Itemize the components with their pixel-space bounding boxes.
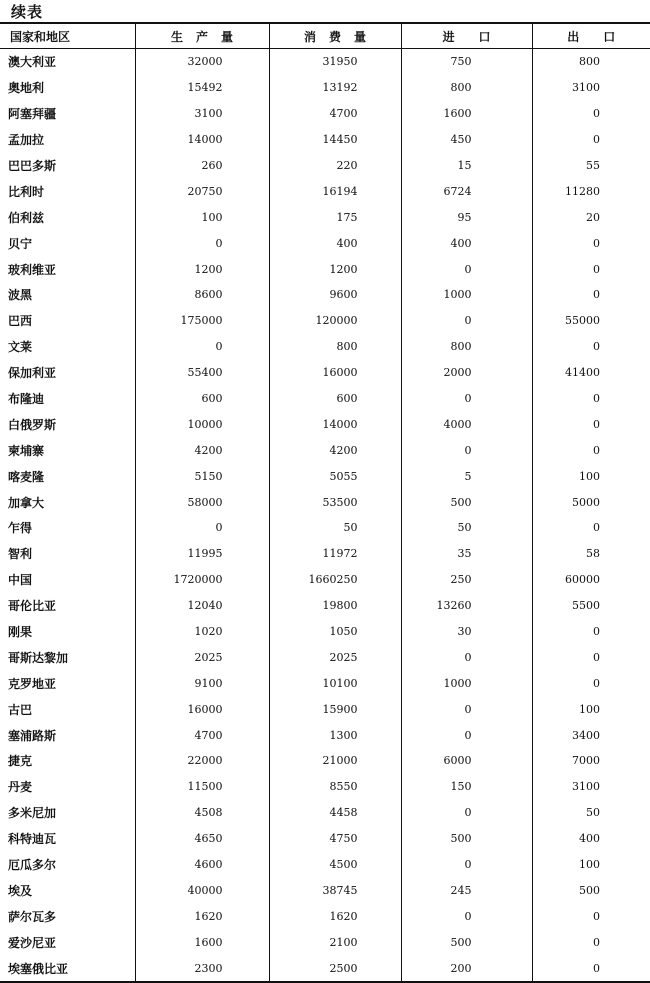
export-cell: 0 bbox=[532, 515, 650, 541]
region-name-cell: 喀麦隆 bbox=[8, 469, 45, 484]
export-cell: 55 bbox=[532, 153, 650, 179]
consumption-cell: 16000 bbox=[269, 360, 401, 386]
import-cell: 2000 bbox=[401, 360, 532, 386]
table-row bbox=[0, 878, 650, 904]
export-cell: 41400 bbox=[532, 360, 650, 386]
export-cell: 3100 bbox=[532, 774, 650, 800]
consumption-cell: 1660250 bbox=[269, 567, 401, 593]
region-name-cell: 白俄罗斯 bbox=[8, 417, 57, 432]
region-name-cell: 玻利维亚 bbox=[8, 262, 57, 277]
table-row bbox=[0, 178, 650, 204]
table-row bbox=[0, 593, 650, 619]
import-cell: 0 bbox=[401, 722, 532, 748]
export-cell: 20 bbox=[532, 204, 650, 230]
import-cell: 500 bbox=[401, 489, 532, 515]
table-row bbox=[0, 748, 650, 774]
import-cell: 0 bbox=[401, 903, 532, 929]
table-row bbox=[0, 127, 650, 153]
export-cell: 0 bbox=[532, 670, 650, 696]
table-row bbox=[0, 334, 650, 360]
import-cell: 200 bbox=[401, 955, 532, 982]
production-cell: 260 bbox=[135, 153, 269, 179]
production-cell: 3100 bbox=[135, 101, 269, 127]
import-cell: 50 bbox=[401, 515, 532, 541]
export-cell: 0 bbox=[532, 929, 650, 955]
header-consumption: 消费量 bbox=[269, 23, 401, 49]
consumption-cell: 53500 bbox=[269, 489, 401, 515]
import-cell: 15 bbox=[401, 153, 532, 179]
export-cell: 0 bbox=[532, 955, 650, 982]
consumption-cell: 400 bbox=[269, 230, 401, 256]
consumption-cell: 220 bbox=[269, 153, 401, 179]
production-cell: 0 bbox=[135, 334, 269, 360]
export-cell: 0 bbox=[532, 101, 650, 127]
import-cell: 1000 bbox=[401, 282, 532, 308]
table-row bbox=[0, 437, 650, 463]
region-name-cell: 巴巴多斯 bbox=[8, 159, 57, 173]
import-cell: 500 bbox=[401, 929, 532, 955]
production-cell: 100 bbox=[135, 204, 269, 230]
import-cell: 400 bbox=[401, 230, 532, 256]
production-cell: 1720000 bbox=[135, 567, 269, 593]
export-cell: 100 bbox=[532, 463, 650, 489]
import-cell: 5 bbox=[401, 463, 532, 489]
import-cell: 1000 bbox=[401, 670, 532, 696]
production-cell: 32000 bbox=[135, 49, 269, 75]
region-name-cell: 埃塞俄比亚 bbox=[0, 955, 135, 982]
table-row bbox=[0, 256, 650, 282]
export-cell: 0 bbox=[532, 256, 650, 282]
region-name-cell: 厄瓜多尔 bbox=[8, 858, 57, 873]
production-cell: 16000 bbox=[135, 696, 269, 722]
region-name-cell: 科特迪瓦 bbox=[8, 832, 57, 847]
import-cell: 150 bbox=[401, 774, 532, 800]
consumption-cell: 11972 bbox=[269, 541, 401, 567]
table-row bbox=[0, 541, 650, 567]
production-cell: 14000 bbox=[135, 127, 269, 153]
table-row bbox=[0, 670, 650, 696]
region-name-cell: 柬埔寨 bbox=[8, 443, 45, 458]
table-row bbox=[0, 515, 650, 541]
production-cell: 22000 bbox=[135, 748, 269, 774]
import-cell: 6000 bbox=[401, 748, 532, 774]
region-name-cell: 加拿大 bbox=[8, 495, 45, 510]
consumption-cell: 1300 bbox=[269, 722, 401, 748]
consumption-cell: 14000 bbox=[269, 411, 401, 437]
table-row bbox=[0, 800, 650, 826]
export-cell: 0 bbox=[532, 619, 650, 645]
consumption-cell: 50 bbox=[269, 515, 401, 541]
production-cell: 1600 bbox=[135, 929, 269, 955]
consumption-cell: 21000 bbox=[269, 748, 401, 774]
table-row bbox=[0, 826, 650, 852]
import-cell: 0 bbox=[401, 386, 532, 412]
export-cell: 800 bbox=[532, 49, 650, 75]
header-production: 生产量 bbox=[135, 23, 269, 49]
table-body bbox=[0, 49, 650, 983]
import-cell: 35 bbox=[401, 541, 532, 567]
import-cell: 800 bbox=[401, 75, 532, 101]
export-cell: 100 bbox=[532, 696, 650, 722]
export-cell: 7000 bbox=[532, 748, 650, 774]
production-cell: 4508 bbox=[135, 800, 269, 826]
consumption-cell: 8550 bbox=[269, 774, 401, 800]
export-cell: 5500 bbox=[532, 593, 650, 619]
region-name-cell: 捷克 bbox=[8, 754, 33, 769]
consumption-cell: 31950 bbox=[269, 49, 401, 75]
consumption-cell: 9600 bbox=[269, 282, 401, 308]
production-cell: 9100 bbox=[135, 670, 269, 696]
export-cell: 60000 bbox=[532, 567, 650, 593]
table-row bbox=[0, 386, 650, 412]
table-row bbox=[0, 101, 650, 127]
production-cell: 2300 bbox=[135, 955, 269, 982]
consumption-cell: 4458 bbox=[269, 800, 401, 826]
import-cell: 750 bbox=[401, 49, 532, 75]
region-name-cell: 巴西 bbox=[8, 314, 33, 329]
production-cell: 4650 bbox=[135, 826, 269, 852]
consumption-cell: 4200 bbox=[269, 437, 401, 463]
export-cell: 0 bbox=[532, 230, 650, 256]
production-cell: 11995 bbox=[135, 541, 269, 567]
table-caption: 续表 bbox=[11, 3, 44, 21]
production-cell: 1200 bbox=[135, 256, 269, 282]
region-name-cell: 萨尔瓦多 bbox=[8, 909, 57, 924]
production-cell: 1620 bbox=[135, 903, 269, 929]
header-import: 进口 bbox=[401, 23, 532, 49]
region-name-cell: 奥地利 bbox=[8, 81, 45, 96]
export-cell: 100 bbox=[532, 852, 650, 878]
export-cell: 0 bbox=[532, 386, 650, 412]
region-name-cell: 伯利兹 bbox=[8, 210, 45, 225]
export-cell: 0 bbox=[532, 644, 650, 670]
production-cell: 40000 bbox=[135, 878, 269, 904]
import-cell: 4000 bbox=[401, 411, 532, 437]
export-cell: 3100 bbox=[532, 75, 650, 101]
production-cell: 12040 bbox=[135, 593, 269, 619]
region-name-cell: 波黑 bbox=[8, 288, 33, 303]
export-cell: 400 bbox=[532, 826, 650, 852]
region-name-cell: 贝宁 bbox=[8, 236, 33, 251]
table-row bbox=[0, 489, 650, 515]
export-cell: 0 bbox=[532, 334, 650, 360]
production-cell: 4200 bbox=[135, 437, 269, 463]
production-cell: 0 bbox=[135, 515, 269, 541]
region-name-cell: 乍得 bbox=[8, 521, 33, 536]
production-cell: 20750 bbox=[135, 178, 269, 204]
import-cell: 0 bbox=[401, 852, 532, 878]
region-name-cell: 比利时 bbox=[8, 184, 45, 199]
region-name-cell: 孟加拉 bbox=[8, 133, 45, 148]
region-name-cell: 哥斯达黎加 bbox=[8, 650, 69, 665]
table-row bbox=[0, 955, 650, 982]
consumption-cell: 1620 bbox=[269, 903, 401, 929]
region-name-cell: 中国 bbox=[8, 573, 33, 588]
table-row bbox=[0, 411, 650, 437]
export-cell: 58 bbox=[532, 541, 650, 567]
consumption-cell: 4750 bbox=[269, 826, 401, 852]
consumption-cell: 2100 bbox=[269, 929, 401, 955]
consumption-cell: 600 bbox=[269, 386, 401, 412]
production-cell: 175000 bbox=[135, 308, 269, 334]
region-name-cell: 克罗地亚 bbox=[8, 676, 57, 691]
table-row bbox=[0, 204, 650, 230]
table-row bbox=[0, 903, 650, 929]
production-cell: 2025 bbox=[135, 644, 269, 670]
import-cell: 0 bbox=[401, 308, 532, 334]
production-cell: 58000 bbox=[135, 489, 269, 515]
production-cell: 10000 bbox=[135, 411, 269, 437]
table-row bbox=[0, 49, 650, 75]
header-region: 国家和地区 bbox=[0, 23, 135, 49]
consumption-cell: 14450 bbox=[269, 127, 401, 153]
header-export: 出口 bbox=[532, 23, 650, 49]
region-name-cell: 刚果 bbox=[8, 625, 33, 640]
table-row bbox=[0, 722, 650, 748]
region-name-cell: 多米尼加 bbox=[8, 806, 57, 821]
consumption-cell: 120000 bbox=[269, 308, 401, 334]
production-cell: 55400 bbox=[135, 360, 269, 386]
import-cell: 13260 bbox=[401, 593, 532, 619]
export-cell: 0 bbox=[532, 411, 650, 437]
region-name-cell: 文莱 bbox=[8, 340, 33, 355]
table-row bbox=[0, 230, 650, 256]
table-row bbox=[0, 929, 650, 955]
table-row bbox=[0, 308, 650, 334]
import-cell: 0 bbox=[401, 437, 532, 463]
production-cell: 600 bbox=[135, 386, 269, 412]
consumption-cell: 5055 bbox=[269, 463, 401, 489]
production-cell: 8600 bbox=[135, 282, 269, 308]
export-cell: 50 bbox=[532, 800, 650, 826]
table-row bbox=[0, 463, 650, 489]
import-cell: 1600 bbox=[401, 101, 532, 127]
import-cell: 0 bbox=[401, 696, 532, 722]
export-cell: 500 bbox=[532, 878, 650, 904]
consumption-cell: 19800 bbox=[269, 593, 401, 619]
consumption-cell: 1050 bbox=[269, 619, 401, 645]
import-cell: 0 bbox=[401, 256, 532, 282]
region-name-cell: 哥伦比亚 bbox=[8, 599, 57, 614]
consumption-cell: 175 bbox=[269, 204, 401, 230]
consumption-cell: 15900 bbox=[269, 696, 401, 722]
consumption-cell: 2500 bbox=[269, 955, 401, 982]
consumption-cell: 10100 bbox=[269, 670, 401, 696]
table-row bbox=[0, 360, 650, 386]
table-row bbox=[0, 75, 650, 101]
production-cell: 4600 bbox=[135, 852, 269, 878]
region-name-cell: 塞浦路斯 bbox=[8, 728, 57, 743]
export-cell: 5000 bbox=[532, 489, 650, 515]
table-row bbox=[0, 619, 650, 645]
import-cell: 250 bbox=[401, 567, 532, 593]
consumption-cell: 2025 bbox=[269, 644, 401, 670]
region-name-cell: 丹麦 bbox=[8, 780, 33, 795]
export-cell: 11280 bbox=[532, 178, 650, 204]
region-name-cell: 智利 bbox=[8, 547, 33, 562]
import-cell: 500 bbox=[401, 826, 532, 852]
table-header-row bbox=[0, 23, 650, 49]
region-name-cell: 古巴 bbox=[8, 702, 33, 717]
export-cell: 55000 bbox=[532, 308, 650, 334]
import-cell: 6724 bbox=[401, 178, 532, 204]
consumption-cell: 800 bbox=[269, 334, 401, 360]
production-cell: 1020 bbox=[135, 619, 269, 645]
region-name-cell: 澳大利亚 bbox=[8, 55, 57, 70]
import-cell: 450 bbox=[401, 127, 532, 153]
production-cell: 5150 bbox=[135, 463, 269, 489]
production-cell: 4700 bbox=[135, 722, 269, 748]
table-row bbox=[0, 567, 650, 593]
table-row bbox=[0, 282, 650, 308]
export-cell: 0 bbox=[532, 282, 650, 308]
consumption-cell: 1200 bbox=[269, 256, 401, 282]
production-cell: 0 bbox=[135, 230, 269, 256]
export-cell: 0 bbox=[532, 903, 650, 929]
region-name-cell: 布隆迪 bbox=[8, 392, 45, 407]
table-row bbox=[0, 153, 650, 179]
consumption-cell: 16194 bbox=[269, 178, 401, 204]
import-cell: 0 bbox=[401, 644, 532, 670]
region-name-cell: 保加利亚 bbox=[8, 366, 57, 381]
import-cell: 95 bbox=[401, 204, 532, 230]
production-cell: 15492 bbox=[135, 75, 269, 101]
import-cell: 245 bbox=[401, 878, 532, 904]
consumption-cell: 38745 bbox=[269, 878, 401, 904]
table-row bbox=[0, 852, 650, 878]
export-cell: 0 bbox=[532, 437, 650, 463]
region-name-cell: 爱沙尼亚 bbox=[8, 935, 57, 950]
table-row bbox=[0, 774, 650, 800]
table-row bbox=[0, 696, 650, 722]
consumption-cell: 4700 bbox=[269, 101, 401, 127]
region-name-cell: 埃及 bbox=[8, 883, 33, 898]
consumption-cell: 4500 bbox=[269, 852, 401, 878]
import-cell: 0 bbox=[401, 800, 532, 826]
data-table bbox=[0, 22, 650, 983]
production-cell: 11500 bbox=[135, 774, 269, 800]
export-cell: 0 bbox=[532, 127, 650, 153]
region-name-cell: 阿塞拜疆 bbox=[8, 107, 57, 122]
consumption-cell: 13192 bbox=[269, 75, 401, 101]
import-cell: 800 bbox=[401, 334, 532, 360]
table-row bbox=[0, 644, 650, 670]
export-cell: 3400 bbox=[532, 722, 650, 748]
import-cell: 30 bbox=[401, 619, 532, 645]
